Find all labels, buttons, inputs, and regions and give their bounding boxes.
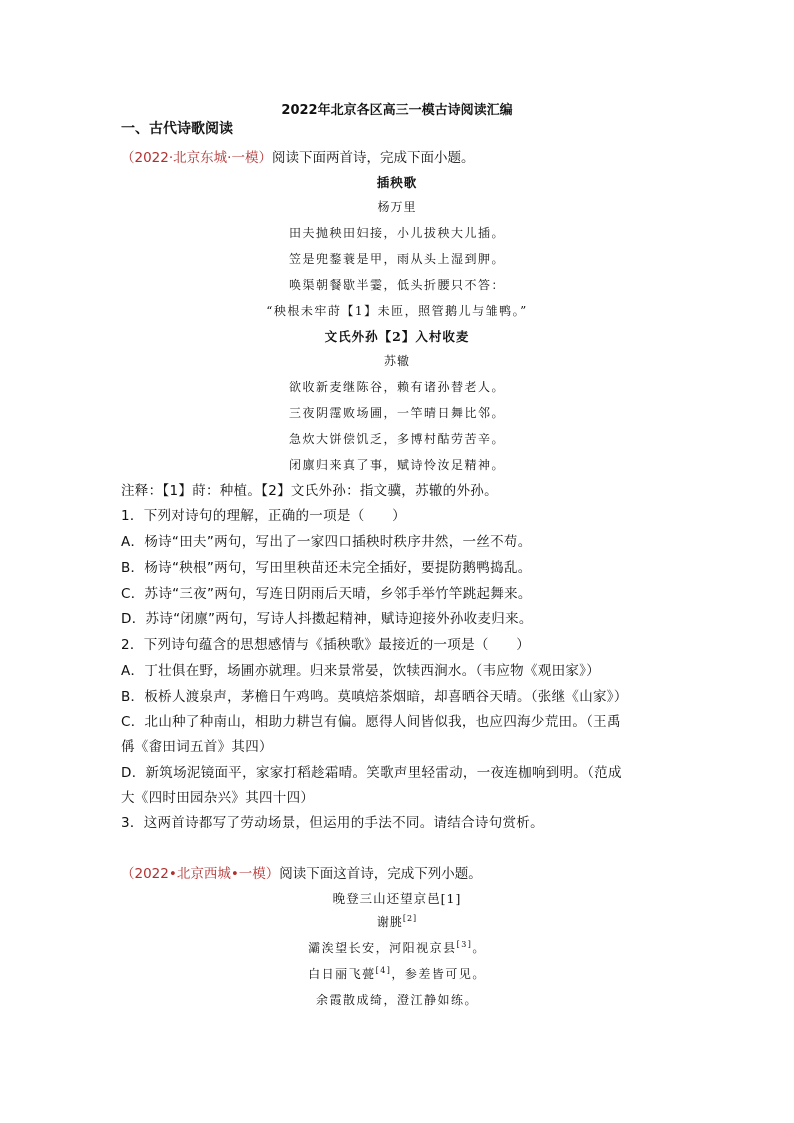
poem-line: 三夜阴霪败场圃，一竿晴日舞比邻。 [288, 406, 505, 420]
question-option-continued: 大《四时田园杂兴》其四十四） [121, 790, 315, 806]
question-option: B．板桥人渡泉声，茅檐日午鸡鸣。莫嗔焙茶烟暗，却喜晒谷天晴。（张继《山家》） [121, 689, 628, 705]
question-option: A．杨诗“田夫”两句，写出了一家四口插秧时秩序井然，一丝不苟。 [121, 534, 532, 550]
poem-author-text: 谢朓 [376, 915, 403, 929]
question-option: B．杨诗“秧根”两句，写田里秧苗还未完全插好，要提防鹅鸭捣乱。 [121, 560, 532, 576]
poem-line [0, 965, 794, 982]
question-option: C．苏诗“三夜”两句，写连日阴雨后天晴，乡邻手举竹竿跳起舞来。 [121, 586, 532, 602]
section-heading: 一、古代诗歌阅读 [121, 121, 233, 137]
poem-line: 笠是兜鍪蓑是甲，雨从头上湿到胛。 [288, 252, 505, 266]
poem-line [0, 939, 794, 956]
poem-line-text: 灞涘望长安，河阳视京县 [308, 941, 457, 955]
source-tag: 2022•北京西城•一模 [134, 866, 266, 882]
poem-line-text: 白日丽飞甍 [308, 967, 376, 981]
source-open: （ [121, 150, 135, 166]
question-stem: 2．下列诗句蕴含的思想感情与《插秧歌》最接近的一项是（ ） [121, 637, 531, 653]
question-stem: 3．这两首诗都写了劳动场景，但运用的手法不同。请结合诗句赏析。 [121, 815, 544, 831]
instruction: 阅读下面两首诗，完成下面小题。 [271, 150, 475, 166]
poem-author [0, 913, 794, 930]
question-option: D．苏诗“闭廪”两句，写诗人抖擞起精神，赋诗迎接外孙收麦归来。 [121, 611, 533, 627]
poem-line: 田夫抛秧田妇接，小儿拔秧大儿插。 [288, 226, 505, 240]
source-open: （ [121, 866, 135, 882]
footnote-ref: [3] [456, 940, 473, 949]
footnote-ref: [2] [402, 914, 418, 923]
poem-line: 余霞散成绮，澄江静如练。 [315, 993, 478, 1007]
document-title: 2022年北京各区高三一模古诗阅读汇编 [281, 103, 513, 118]
instruction: 阅读下面这首诗，完成下列小题。 [279, 866, 482, 882]
question-option-continued: 偁《畬田词五首》其四） [121, 739, 273, 755]
footnote-ref: [1] [440, 891, 462, 906]
poem-author: 杨万里 [377, 200, 417, 214]
poem-line-text: ，参差皆可见。 [391, 967, 486, 981]
poem-line-text: 。 [472, 941, 486, 955]
poem-line: 欲收新麦继陈谷，赖有诸孙替老人。 [288, 380, 505, 394]
source-line-2 [121, 862, 482, 882]
poem-title-text: 晚登三山还望京邑 [332, 891, 441, 906]
poem-line: 唤渠朝餐歇半霎，低头折腰只不答： [288, 278, 505, 292]
poem-title: 插秧歌 [376, 175, 418, 190]
question-option: A．丁壮俱在野，场圃亦就理。归来景常晏，饮犊西涧水。（韦应物《观田家》） [121, 663, 601, 679]
source-line-1 [121, 146, 474, 166]
footnote-ref: [4] [375, 966, 392, 975]
poem-title [0, 889, 794, 907]
question-stem: 1．下列对诗句的理解，正确的一项是（ ） [121, 508, 406, 524]
annotation-note: 注释：【1】莳：种植。【2】文氏外孙：指文骥，苏辙的外孙。 [121, 483, 498, 499]
source-close: ） [265, 866, 280, 882]
source-tag: 2022·北京东城·一模 [134, 150, 259, 166]
poem-line: “秧根未牢莳【1】未匝，照管鹅儿与雏鸭。” [266, 304, 528, 318]
poem-line: 急炊大饼偿饥乏，多博村酤劳苦辛。 [288, 432, 505, 446]
source-close: ） [258, 150, 272, 166]
poem-line: 闭廪归来真了事，赋诗怜汝足精神。 [288, 458, 505, 472]
question-option: C．北山种了种南山，相助力耕岂有偏。愿得人间皆似我，也应四海少荒田。（王禹 [121, 714, 621, 730]
question-option: D．新筑场泥镜面平，家家打稻趁霜晴。笑歌声里轻雷动，一夜连枷响到明。（范成 [121, 765, 622, 781]
poem-title: 文氏外孙【2】入村收麦 [324, 329, 470, 344]
poem-author: 苏辙 [383, 354, 410, 368]
